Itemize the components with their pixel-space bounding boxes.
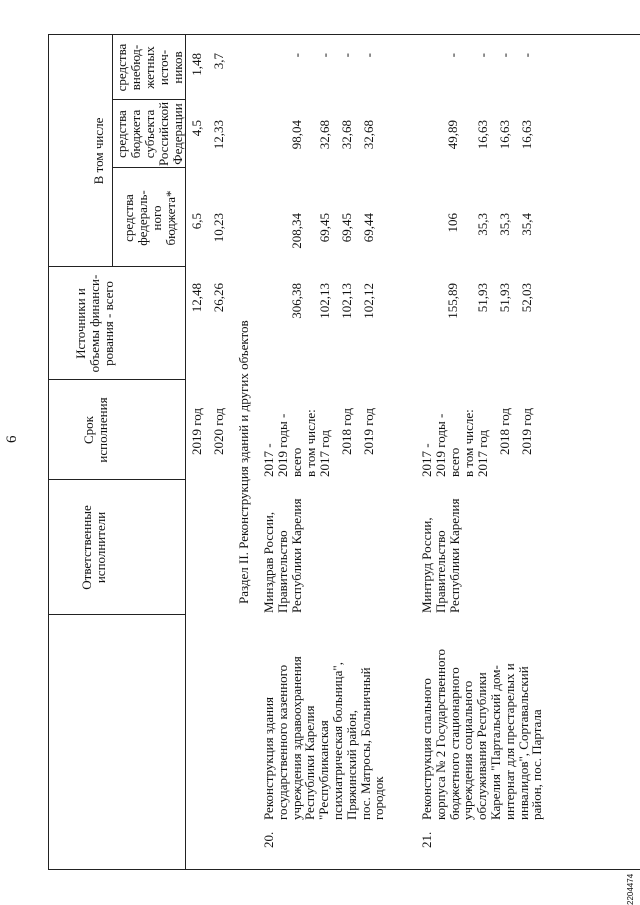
item-row-regional: 16,63 (519, 120, 534, 150)
item-number: 21. (419, 831, 434, 848)
item-row-regional: 32,68 (361, 120, 376, 150)
header-sources-total: Источники и объемы финанси- рования - всего (73, 274, 116, 373)
item-row-extra: - (475, 53, 490, 58)
item-row-federal: 69,45 (317, 213, 332, 243)
item-row-total: 102,13 (317, 283, 332, 319)
item-row-regional: 16,63 (475, 120, 490, 150)
top-row-total: 12,48 (189, 283, 204, 313)
header-including: В том числе (91, 117, 106, 185)
item-row-federal: 106 (445, 213, 460, 233)
col-divider-term (48, 479, 185, 480)
header-term: Срок исполнения (81, 397, 110, 463)
item-row-regional: 16,63 (497, 120, 512, 150)
item-row-federal: 35,3 (475, 213, 490, 236)
item-row-federal: 208,34 (289, 213, 304, 249)
item-row-term: в том числе: 2017 год (461, 409, 490, 477)
item-number: 20. (261, 831, 276, 848)
item-row-term: в том числе: 2017 год (303, 409, 332, 477)
top-row-total: 26,26 (211, 283, 226, 313)
col-divider-sources (48, 379, 185, 380)
top-row-term: 2020 год (211, 408, 226, 455)
item-row-extra: - (519, 53, 534, 58)
item-row-extra: - (339, 53, 354, 58)
col-divider-executor (48, 614, 185, 615)
item-row-total: 51,93 (475, 283, 490, 313)
top-row-federal: 6,5 (189, 213, 204, 230)
header-extra: средства внебюд- жетных источ- ников (114, 43, 185, 92)
top-row-extra: 1,48 (189, 53, 204, 76)
item-name: Реконструкция спального корпуса № 2 Государственного бюджетного стационарного учреждения социального обслуживания Республики Карелия "Партальский дом- интернат для престарелых и инвалидов", Сортавальский район, пос. Партала (419, 648, 545, 820)
item-row-extra: - (361, 53, 376, 58)
item-row-total: 102,13 (339, 283, 354, 319)
item-row-term: 2018 год (339, 408, 354, 455)
item-executor: Минздрав России, Правительство Республики Карелия (261, 498, 304, 613)
item-row-total: 306,38 (289, 283, 304, 319)
item-row-federal: 69,44 (361, 213, 376, 243)
section-title: Раздел II. Реконструкция зданий и других объектов (236, 320, 251, 604)
item-executor: Минтруд России, Правительство Республики Карелия (419, 498, 462, 613)
header-executors: Ответственные исполнители (79, 505, 108, 590)
top-row-federal: 10,23 (211, 213, 226, 243)
item-row-total: 155,89 (445, 283, 460, 319)
item-row-extra: - (445, 53, 460, 58)
item-row-federal: 69,45 (339, 213, 354, 243)
header-federal: средства федераль- ного бюджета* (121, 190, 178, 246)
item-row-regional: 32,68 (317, 120, 332, 150)
item-name: Реконструкция здания государственного казенного учреждения здравоохранения Республики Карелия "Республиканская психиатрическая больница", Пряжинский район, пос. Матросы, Больничный городок (261, 656, 387, 820)
including-divider (112, 35, 113, 267)
item-row-extra: - (497, 53, 512, 58)
table-left-border (48, 869, 640, 870)
table-top-border (48, 35, 49, 870)
item-row-regional: 98,04 (289, 120, 304, 150)
item-row-extra: - (317, 53, 332, 58)
top-row-extra: 3,7 (211, 53, 226, 70)
item-row-term: 2019 год (519, 408, 534, 455)
item-row-total: 51,93 (497, 283, 512, 313)
document-id: 2204474 (626, 873, 635, 905)
item-row-regional: 32,68 (339, 120, 354, 150)
item-row-federal: 35,3 (497, 213, 512, 236)
item-row-federal: 35,4 (519, 213, 534, 236)
top-row-regional: 4,5 (189, 120, 204, 137)
item-row-extra: - (289, 53, 304, 58)
header-regional: средства бюджета субъекта Российской Федерации (114, 101, 185, 167)
item-row-term: 2018 год (497, 408, 512, 455)
item-row-term: 2019 год (361, 408, 376, 455)
item-row-regional: 49,89 (445, 120, 460, 150)
page-number: 6 (4, 435, 20, 443)
item-row-term: 2017 - 2019 годы - всего (419, 413, 462, 477)
top-row-regional: 12,33 (211, 120, 226, 150)
item-row-total: 102,12 (361, 283, 376, 319)
top-row-term: 2019 год (189, 408, 204, 455)
item-row-term: 2017 - 2019 годы - всего (261, 413, 304, 477)
item-row-total: 52,03 (519, 283, 534, 313)
header-bottom-border (185, 35, 186, 870)
